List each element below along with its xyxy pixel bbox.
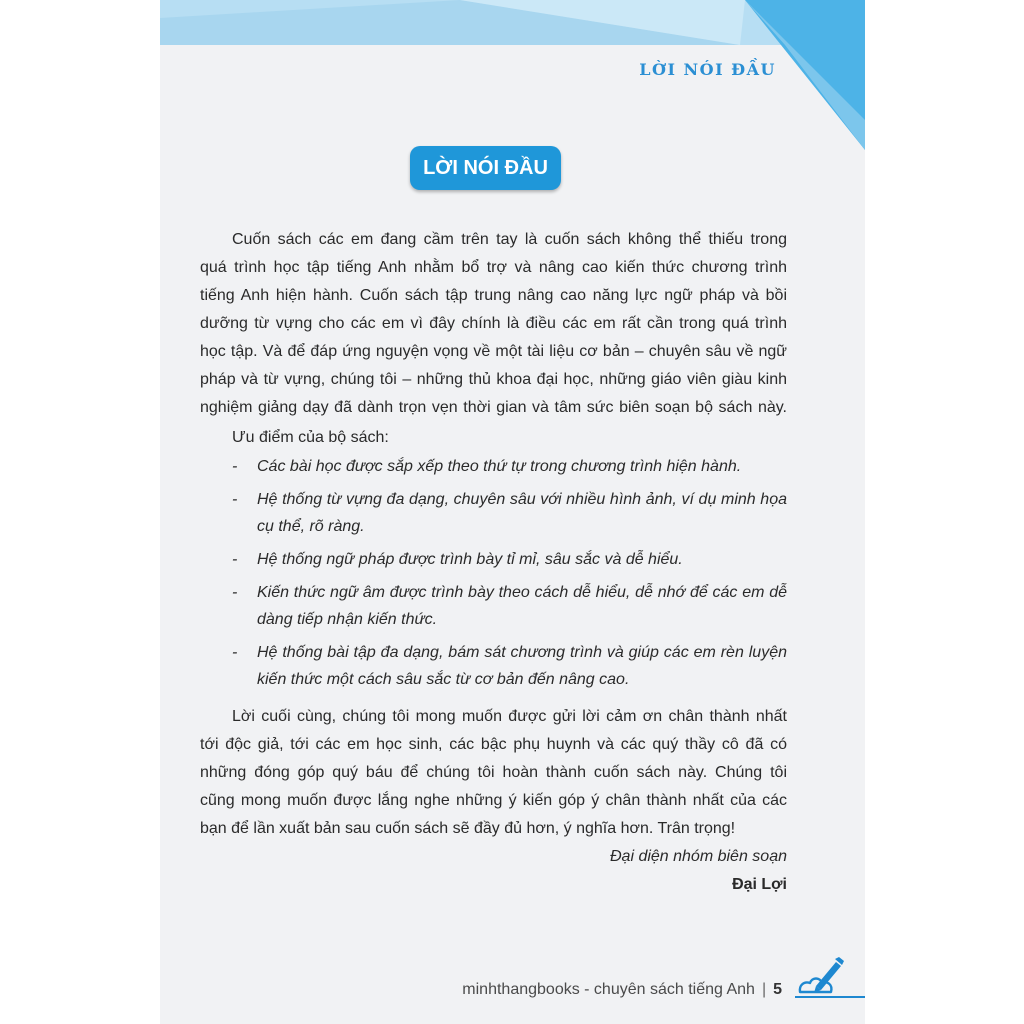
paragraph-line: pháp và từ vựng, chúng tôi – những thủ khoa đại học, những giáo viên giàu kinh [200, 371, 787, 388]
bullet-line: cụ thể, rõ ràng. [257, 518, 365, 535]
advantage-item [200, 546, 787, 573]
footer-separator: | [761, 981, 767, 998]
advantage-item [200, 453, 787, 480]
bullet-line: kiến thức một cách sâu sắc từ cơ bản đến nâng cao. [257, 671, 630, 688]
bullet-line: Hệ thống bài tập đa dạng, bám sát chương trình và giúp các em rèn luyện [257, 644, 787, 661]
bullet-marker: - [232, 551, 238, 568]
bullet-marker: - [232, 644, 238, 661]
paragraph-line: tiếng Anh hiện hành. Cuốn sách tập trung nâng cao năng lực ngữ pháp và bồi [200, 287, 787, 304]
bullet-marker: - [232, 491, 238, 508]
bullet-line: dàng tiếp nhận kiến thức. [257, 611, 438, 628]
pen-hand-icon [797, 956, 845, 996]
bullet-line: Kiến thức ngữ âm được trình bày theo cách dễ hiểu, dễ nhớ để các em dễ [257, 584, 787, 601]
signature-name: Đại Lợi [732, 876, 787, 893]
advantage-item [200, 486, 787, 540]
paragraph-line: Lời cuối cùng, chúng tôi mong muốn được gửi lời cảm ơn chân thành nhất [232, 708, 787, 725]
paragraph-line: quá trình học tập tiếng Anh nhằm bổ trợ và nâng cao kiến thức chương trình [200, 259, 787, 276]
intro-paragraph [200, 226, 787, 422]
bullet-line: Các bài học được sắp xếp theo thứ tự trong chương trình hiện hành. [257, 458, 742, 475]
advantage-item [200, 579, 787, 633]
page-number: 5 [773, 981, 782, 998]
advantages-label: Ưu điểm của bộ sách: [232, 429, 389, 446]
bullet-line: Hệ thống ngữ pháp được trình bày tỉ mỉ, sâu sắc và dễ hiểu. [257, 551, 683, 568]
page-title: LỜI NÓI ĐẦU [410, 146, 561, 190]
paragraph-line: tới độc giả, tới các em học sinh, các bậc phụ huynh và các quý thầy cô đã có [200, 736, 787, 753]
bullet-marker: - [232, 458, 238, 475]
paragraph-line: những đóng góp quý báu để chúng tôi hoàn thành cuốn sách này. Chúng tôi [200, 764, 787, 781]
footer-publisher: minhthangbooks - chuyên sách tiếng Anh [462, 981, 755, 998]
closing-paragraph [200, 703, 787, 843]
paragraph-line: nghiệm giảng dạy đã dành trọn vẹn thời gian và tâm sức biên soạn bộ sách này. [200, 399, 787, 416]
signature-role: Đại diện nhóm biên soạn [609, 848, 787, 865]
page-footer [462, 978, 782, 1002]
paragraph-line: dưỡng từ vựng cho các em vì đây chính là điều các em rất cần trong quá trình [200, 315, 787, 332]
paragraph-line: học tập. Và để đáp ứng nguyện vọng về một tài liệu cơ bản – chuyên sâu về ngữ [200, 343, 787, 360]
bullet-marker: - [232, 584, 238, 601]
running-header: LỜI NÓI ĐẦU [639, 60, 776, 79]
bullet-line: Hệ thống từ vựng đa dạng, chuyên sâu với nhiều hình ảnh, ví dụ minh họa [257, 491, 787, 508]
footer-accent-rule [795, 996, 865, 998]
paragraph-line: cũng mong muốn được lắng nghe những ý kiến góp ý chân thành nhất của các [200, 792, 787, 809]
advantage-item [200, 639, 787, 693]
preface-body [200, 226, 787, 899]
paragraph-line: bạn để lần xuất bản sau cuốn sách sẽ đầy đủ hơn, ý nghĩa hơn. Trân trọng! [200, 820, 736, 837]
paragraph-line: Cuốn sách các em đang cầm trên tay là cuốn sách không thể thiếu trong [232, 231, 787, 248]
